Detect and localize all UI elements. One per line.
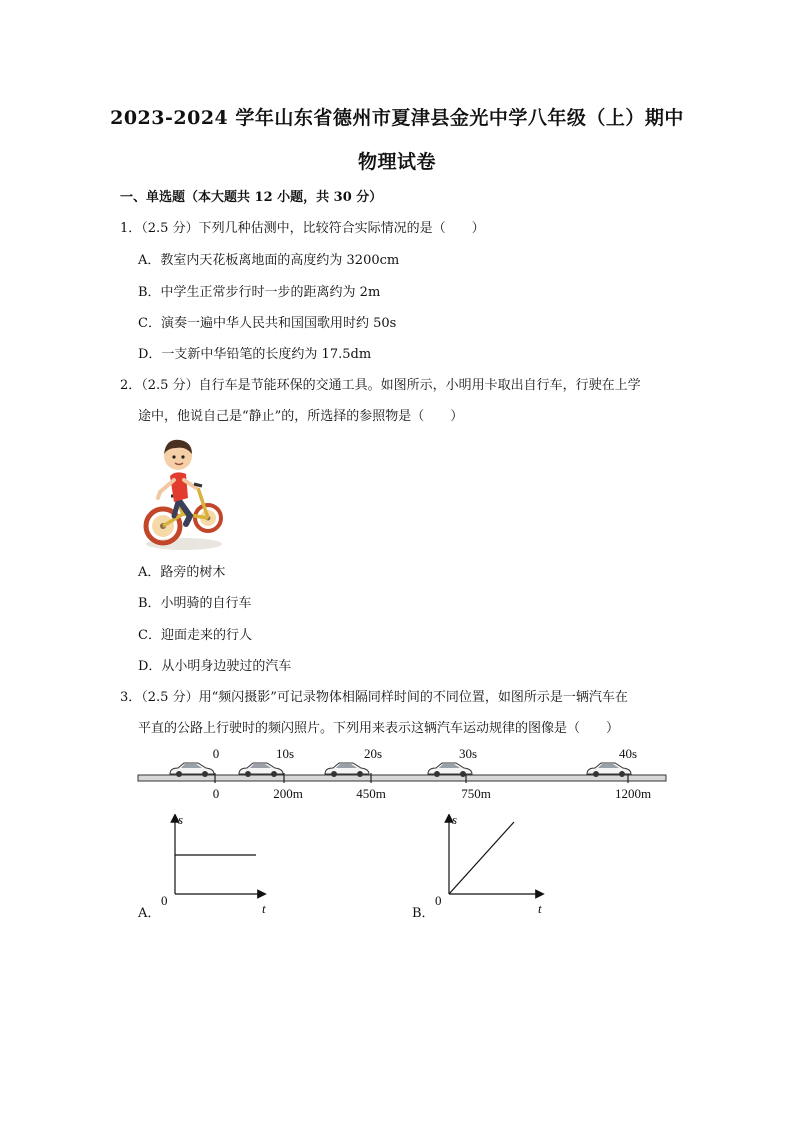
q3-stem-line1: 3．（2.5 分）用“频闪摄影”可记录物体相隔同样时间的不同位置，如图所示是一辆汽车在 — [120, 690, 628, 705]
q1-stem: 1．（2.5 分）下列几种估测中，比较符合实际情况的是（ ） — [120, 221, 485, 236]
q2-stem-line2: 途中，他说自己是“静止”的，所选择的参照物是（ ） — [138, 409, 464, 424]
q3-stem-line2: 平直的公路上行驶时的频闪照片。下列用来表示这辆汽车运动规律的图像是（ ） — [138, 721, 620, 736]
time-label-10s: 10s — [275, 746, 295, 761]
graph-a-x-label: t — [262, 901, 266, 916]
section-heading: 一、单选题（本大题共 12 小题，共 30 分） — [120, 190, 383, 205]
q1-option-c: C．演奏一遍中华人民共和国国歌用时约 50s — [138, 316, 397, 331]
boy-bicycle-illustration — [138, 432, 230, 552]
graph-b-origin: 0 — [435, 893, 442, 908]
strobe-road-figure — [136, 756, 670, 786]
exam-title-line1: 2023-2024 学年山东省德州市夏津县金光中学八年级（上）期中 — [110, 107, 684, 129]
graph-b-y-label: s — [452, 812, 458, 827]
exam-title-line2: 物理试卷 — [357, 151, 436, 173]
distance-label-1200m: 1200m — [614, 786, 652, 801]
time-label-40s: 40s — [618, 746, 638, 761]
graph-a-origin: 0 — [161, 893, 168, 908]
q2-option-d: D．从小明身边驶过的汽车 — [138, 659, 292, 674]
distance-label-750m: 750m — [461, 786, 491, 801]
time-label-20s: 20s — [363, 746, 383, 761]
q2-option-a: A．路旁的树木 — [138, 565, 226, 580]
q1-option-a: A．教室内天花板离地面的高度约为 3200cm — [138, 253, 400, 268]
graph-b-line — [449, 822, 514, 894]
time-label-30s: 30s — [458, 746, 478, 761]
graph-a-option-label: A． — [138, 906, 161, 921]
time-label-0: 0 — [212, 746, 220, 761]
q2-option-b: B．小明骑的自行车 — [138, 596, 252, 611]
q2-option-c: C．迎面走来的行人 — [138, 628, 252, 643]
q2-stem-line1: 2．（2.5 分）自行车是节能环保的交通工具。如图所示，小明用卡取出自行车，行驶在上学 — [120, 378, 641, 393]
graph-b-x-label: t — [538, 901, 542, 916]
q1-option-b: B．中学生正常步行时一步的距离约为 2m — [138, 285, 381, 300]
q1-option-d: D．一支新中华铅笔的长度约为 17.5dm — [138, 347, 372, 362]
distance-label-0: 0 — [212, 786, 220, 801]
graph-a-y-label: s — [178, 812, 184, 827]
distance-label-450m: 450m — [356, 786, 386, 801]
distance-label-200m: 200m — [273, 786, 303, 801]
graph-b-option-label: B． — [412, 906, 435, 921]
